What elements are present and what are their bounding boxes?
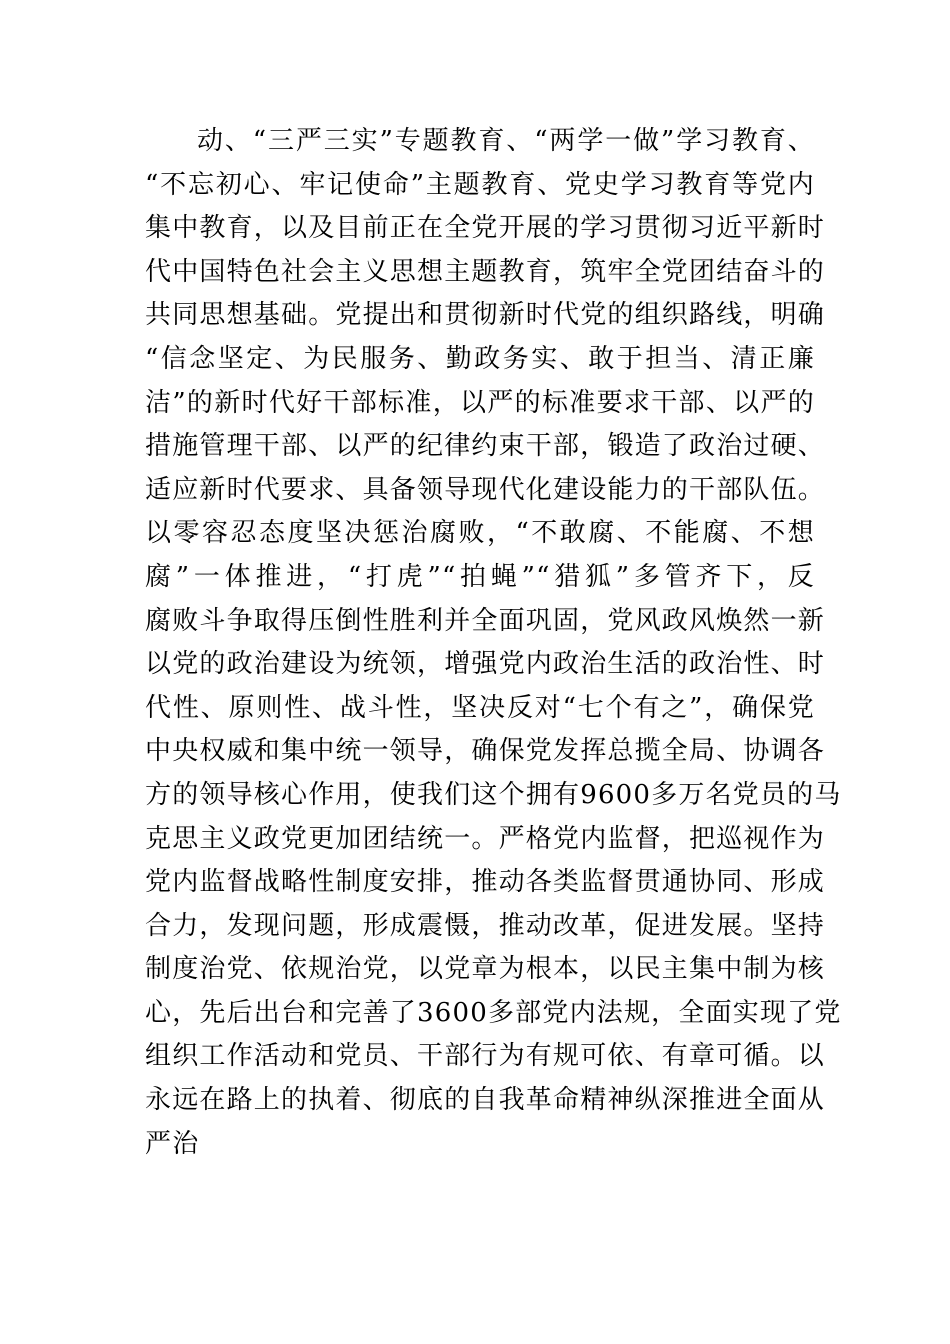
text-line: 以零容忍态度坚决惩治腐败，“不敢腐、不能腐、不想 [145,518,815,549]
text-line: 以党的政治建设为统领，增强党内政治生活的政治性、时 [145,649,826,680]
text-line: 措施管理干部、以严的纪律约束干部，锻造了政治过硬、 [145,431,826,462]
text-line: 党内监督战略性制度安排，推动各类监督贯通协同、形成 [145,867,826,898]
text-line: 组织工作活动和党员、干部行为有规可依、有章可循。以 [145,1041,826,1072]
body-paragraph [145,120,842,1166]
text-line: 心，先后出台和完善了3600多部党内法规，全面实现了党 [145,997,842,1028]
text-line: 洁”的新时代好干部标准，以严的标准要求干部、以严的 [145,387,815,418]
text-line: 永远在路上的执着、彻底的自我革命精神纵深推进全面从 [145,1085,826,1116]
text-line: 严治 [145,1128,200,1159]
text-line: 腐败斗争取得压倒性胜利并全面巩固，党风政风焕然一新 [145,605,826,636]
text-line: 代中国特色社会主义思想主题教育，筑牢全党团结奋斗的 [145,256,826,287]
text-line: “不忘初心、牢记使命”主题教育、党史学习教育等党内 [145,169,815,200]
text-line: 代性、原则性、战斗性，坚决反对“七个有之”，确保党 [145,692,815,723]
text-line: 适应新时代要求、具备领导现代化建设能力的干部队伍。 [145,474,826,505]
text-line: 集中教育，以及目前正在全党开展的学习贯彻习近平新时 [145,213,826,244]
text-line: 克思主义政党更加团结统一。严格党内监督，把巡视作为 [145,823,826,854]
text-line: 腐”一体推进，“打虎”“拍蝇”“猎狐”多管齐下，反 [145,561,815,592]
text-line: 动、“三严三实”专题教育、“两学一做”学习教育、 [197,126,815,156]
text-line: 共同思想基础。党提出和贯彻新时代党的组织路线，明确 [145,300,826,331]
text-line: 合力，发现问题，形成震慑，推动改革，促进发展。坚持 [145,910,826,941]
text-line: 制度治党、依规治党，以党章为根本，以民主集中制为核 [145,954,826,985]
text-line: 中央权威和集中统一领导，确保党发挥总揽全局、协调各 [145,736,826,767]
text-line: 方的领导核心作用，使我们这个拥有9600多万名党员的马 [145,779,842,810]
text-line: “信念坚定、为民服务、勤政务实、敢于担当、清正廉 [145,343,815,374]
